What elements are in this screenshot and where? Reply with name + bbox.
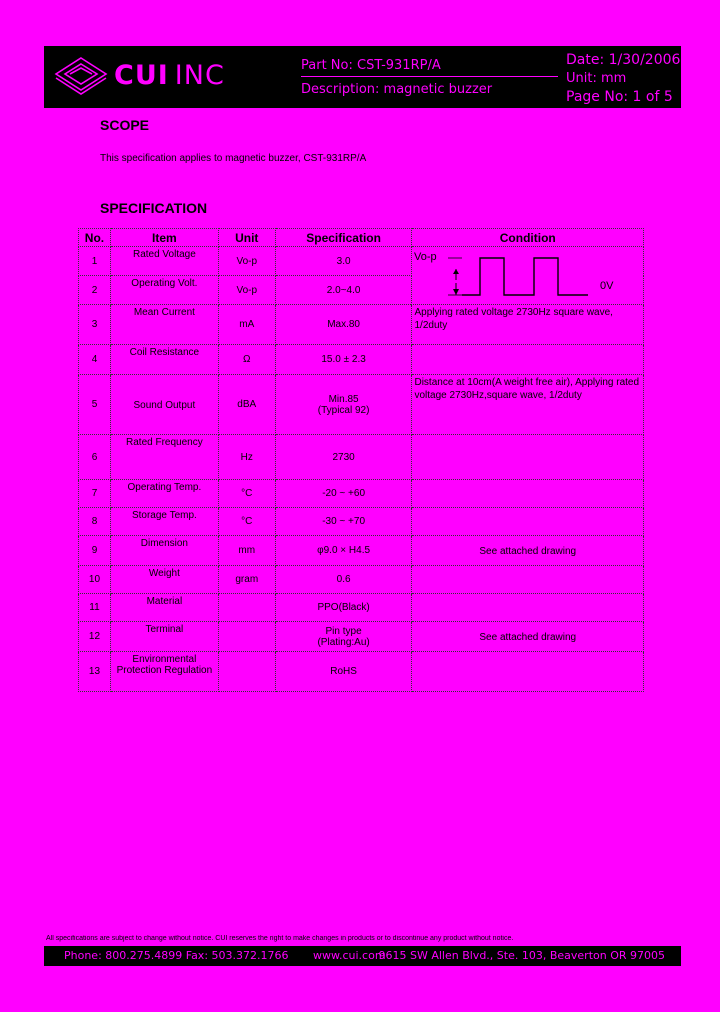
row-condition xyxy=(412,566,644,594)
row-number: 6 xyxy=(79,435,111,480)
row-number: 4 xyxy=(79,345,111,375)
row-unit: mA xyxy=(218,305,275,345)
column-header: Unit xyxy=(218,229,275,247)
row-spec: 0.6 xyxy=(275,566,412,594)
table-row xyxy=(79,622,644,652)
row-unit: dBA xyxy=(218,375,275,435)
row-condition: Distance at 10cm(A weight free air), Applying rated voltage 2730Hz,square wave, 1/2duty xyxy=(412,375,644,435)
row-unit: °C xyxy=(218,480,275,508)
row-condition: Applying rated voltage 2730Hz square wave, 1/2duty xyxy=(412,305,644,345)
date: Date: 1/30/2006 xyxy=(566,52,681,68)
table-row xyxy=(79,652,644,692)
company-logo xyxy=(52,56,232,96)
table-row xyxy=(79,508,644,536)
row-item: Operating Volt. xyxy=(110,276,218,305)
row-unit xyxy=(218,622,275,652)
header-divider xyxy=(301,76,558,77)
legal-note: All specifications are subject to change without notice. CUI reserves the right to make changes in products or to discontinue any product without notice. xyxy=(46,935,514,942)
table-row xyxy=(79,594,644,622)
column-header: Specification xyxy=(275,229,412,247)
row-number: 10 xyxy=(79,566,111,594)
website-link[interactable]: www.cui.com xyxy=(313,949,386,962)
table-row xyxy=(79,536,644,566)
contact-phone: Phone: 800.275.4899 Fax: 503.372.1766 xyxy=(64,949,289,962)
table-row xyxy=(79,247,644,276)
row-number: 8 xyxy=(79,508,111,536)
table-row xyxy=(79,375,644,435)
row-unit: °C xyxy=(218,508,275,536)
specification-heading: SPECIFICATION xyxy=(100,200,208,216)
row-number: 2 xyxy=(79,276,111,305)
row-item: Rated Frequency xyxy=(110,435,218,480)
spec-value: Pin type xyxy=(325,625,362,637)
table-header-row xyxy=(79,229,644,247)
row-number: 13 xyxy=(79,652,111,692)
row-condition xyxy=(412,652,644,692)
row-spec: 3.0 xyxy=(275,247,412,276)
row-condition xyxy=(412,508,644,536)
row-condition xyxy=(412,345,644,375)
row-item: Weight xyxy=(110,566,218,594)
table-row xyxy=(79,566,644,594)
row-item: Terminal xyxy=(110,622,218,652)
row-unit: gram xyxy=(218,566,275,594)
row-item: Rated Voltage xyxy=(110,247,218,276)
table-row xyxy=(79,345,644,375)
row-spec: -20 ~ +60 xyxy=(275,480,412,508)
row-number: 11 xyxy=(79,594,111,622)
page-number: Page No: 1 of 5 xyxy=(566,89,673,105)
column-header: Item xyxy=(110,229,218,247)
spec-value-typical: (Typical 92) xyxy=(317,404,370,416)
row-condition xyxy=(412,480,644,508)
peak-voltage-label: Vo-p xyxy=(414,251,438,263)
row-unit: Vo-p xyxy=(218,276,275,305)
cui-logo-icon xyxy=(52,56,110,96)
row-item: Dimension xyxy=(110,536,218,566)
square-wave-diagram xyxy=(412,247,642,305)
item-line: Protection Regulation xyxy=(116,665,213,676)
column-header: No. xyxy=(79,229,111,247)
row-item: Mean Current xyxy=(110,305,218,345)
row-condition xyxy=(412,435,644,480)
row-number: 5 xyxy=(79,375,111,435)
scope-text: This specification applies to magnetic buzzer, CST-931RP/A xyxy=(100,153,367,164)
row-item: Operating Temp. xyxy=(110,480,218,508)
unit: Unit: mm xyxy=(566,71,627,86)
item-line: Environmental xyxy=(132,654,197,665)
row-spec: -30 ~ +70 xyxy=(275,508,412,536)
row-number: 1 xyxy=(79,247,111,276)
row-number: 12 xyxy=(79,622,111,652)
column-header: Condition xyxy=(412,229,644,247)
zero-voltage-label: 0V xyxy=(600,280,614,292)
specification-table xyxy=(78,228,644,692)
row-number: 9 xyxy=(79,536,111,566)
row-spec: φ9.0 × H4.5 xyxy=(275,536,412,566)
row-number: 7 xyxy=(79,480,111,508)
document-header xyxy=(44,46,681,108)
row-spec: 2730 xyxy=(275,435,412,480)
description: Description: magnetic buzzer xyxy=(301,82,493,97)
row-unit xyxy=(218,652,275,692)
spec-value: Min.85 xyxy=(328,393,359,405)
table-row xyxy=(79,435,644,480)
row-item xyxy=(110,652,218,692)
row-condition: See attached drawing xyxy=(412,536,644,566)
row-spec: PPO(Black) xyxy=(275,594,412,622)
part-number: Part No: CST-931RP/A xyxy=(301,58,441,73)
table-row xyxy=(79,480,644,508)
row-unit: Hz xyxy=(218,435,275,480)
row-unit: Ω xyxy=(218,345,275,375)
row-spec: Max.80 xyxy=(275,305,412,345)
row-item: Storage Temp. xyxy=(110,508,218,536)
row-spec: RoHS xyxy=(275,652,412,692)
row-unit xyxy=(218,594,275,622)
row-unit: mm xyxy=(218,536,275,566)
spec-value-plating: (Plating:Au) xyxy=(317,636,370,648)
row-condition xyxy=(412,594,644,622)
scope-heading: SCOPE xyxy=(100,117,150,133)
table-row xyxy=(79,305,644,345)
brand-name: CUI INC xyxy=(114,60,225,91)
row-item: Sound Output xyxy=(110,375,218,435)
row-spec xyxy=(275,622,412,652)
row-spec: 15.0 ± 2.3 xyxy=(275,345,412,375)
address: 9615 SW Allen Blvd., Ste. 103, Beaverton OR 97005 xyxy=(378,949,665,962)
row-spec: 2.0~4.0 xyxy=(275,276,412,305)
row-item: Coil Resistance xyxy=(110,345,218,375)
row-unit: Vo-p xyxy=(218,247,275,276)
row-spec xyxy=(275,375,412,435)
row-item: Material xyxy=(110,594,218,622)
row-number: 3 xyxy=(79,305,111,345)
waveform-cell xyxy=(412,247,644,305)
document-footer xyxy=(44,946,681,966)
row-condition: See attached drawing xyxy=(412,622,644,652)
